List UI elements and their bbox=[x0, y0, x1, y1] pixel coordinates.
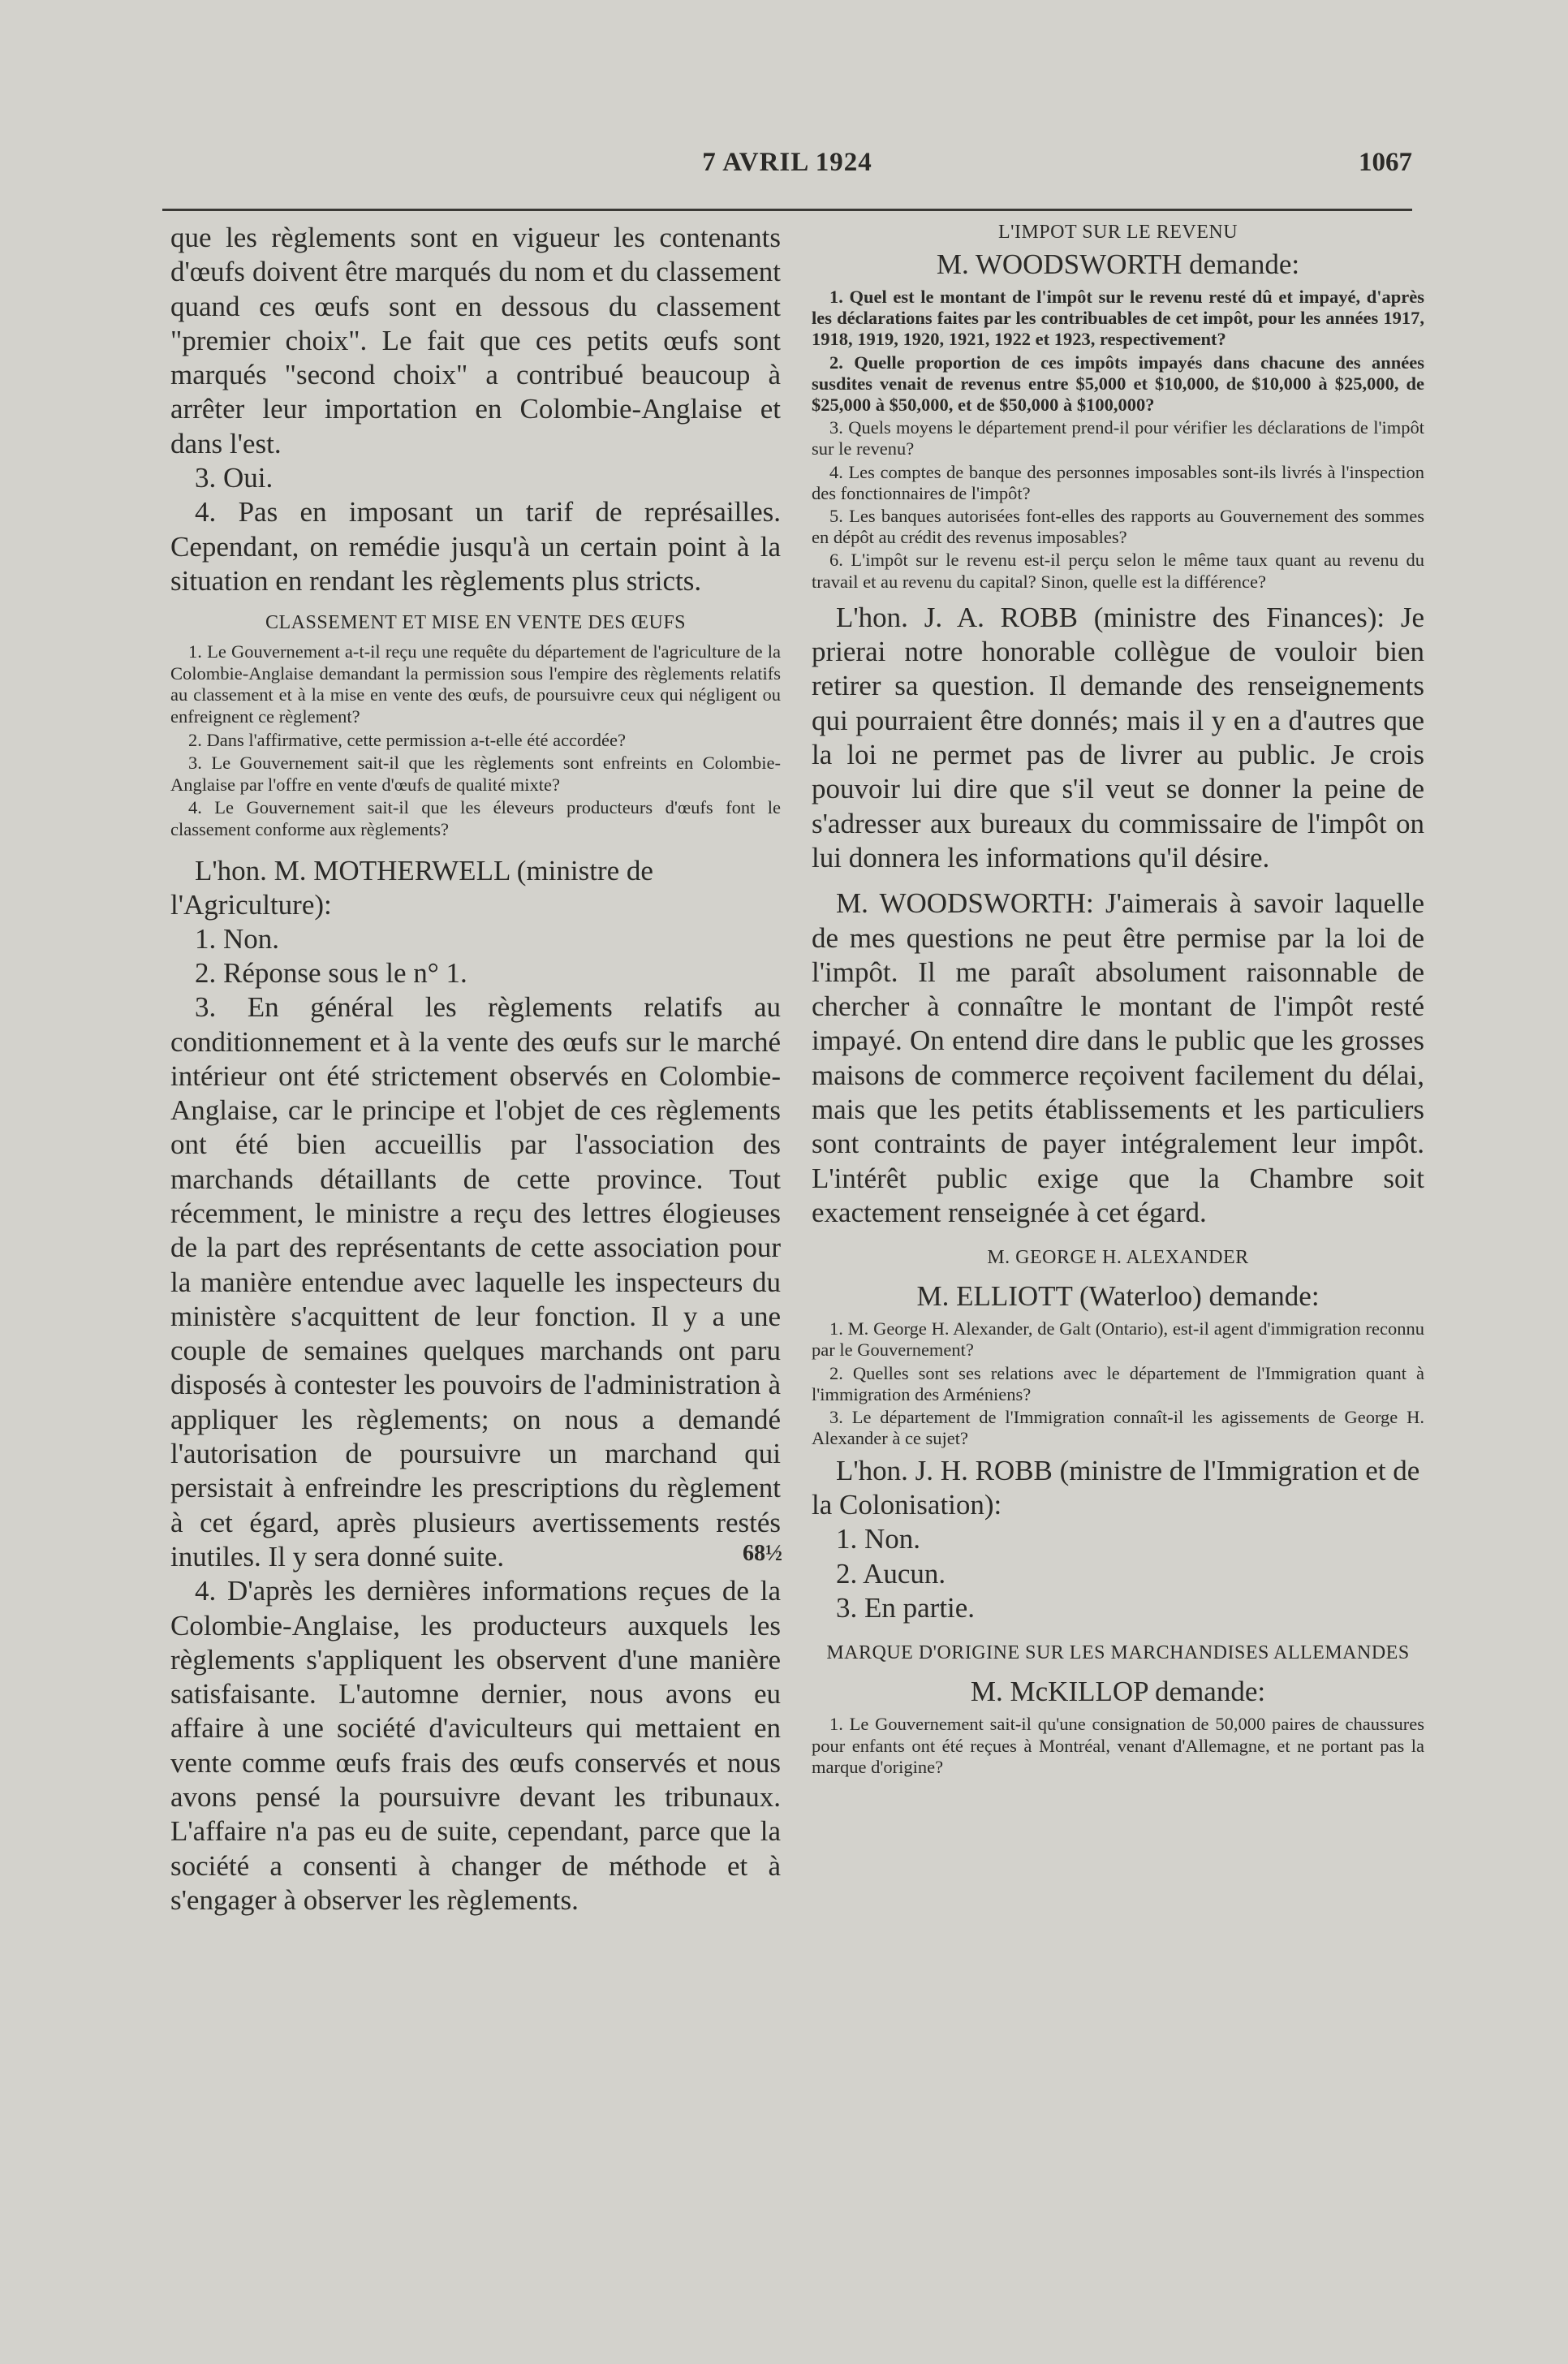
signature-mark: 68½ bbox=[743, 1541, 782, 1566]
answer: 2. Aucun. bbox=[836, 1557, 946, 1590]
right-column bbox=[812, 221, 1424, 1779]
answer: 3. En partie. bbox=[836, 1592, 976, 1624]
question: 1. M. George H. Alexander, de Galt (Ontario), est-il agent d'immigration reconnu par le Gouvernement? bbox=[812, 1318, 1424, 1361]
question: 2. Dans l'affirmative, cette permission a-t-elle été accordée? bbox=[188, 729, 627, 750]
question: 2. Quelle proportion de ces impôts impayés dans chacune des années susdites venait de revenus entre $5,000 et $10,000, de $10,000 à $25,000, de $25,000 à $50,000, et de $50,000 à $100,000? bbox=[812, 352, 1424, 416]
answer: 2. Réponse sous le n° 1. bbox=[195, 956, 467, 989]
asker-line: M. WOODSWORTH demande: bbox=[936, 248, 1300, 280]
question: 4. Les comptes de banque des personnes imposables sont-ils livrés à l'inspection des fonctionnaires de l'impôt? bbox=[812, 461, 1424, 503]
answer: 1. Non. bbox=[195, 922, 280, 955]
answer: 4. D'après les dernières informations reçues de la Colombie-Anglaise, les producteurs auxquels les règlements s'appliquent les observent d'une manière satisfaisante. L'automne dernier, nous avons eu affaire à une société d'aviculteurs qui mettaient en vente comme œufs frais des œufs conservés et nous avons pensé la poursuivre devant les tribunaux. L'affaire n'a pas eu de suite, cependant, parce que la société a consenti à changer de méthode et à s'engager à observer les règlements. bbox=[170, 1575, 781, 1916]
header-rule bbox=[162, 209, 1412, 211]
answer: M. WOODSWORTH: J'aimerais à savoir laquelle de mes questions ne peut être permise par la loi de l'impôt. Il me paraît absolument raisonnable de chercher à connaître le montant de l'impôt resté impayé. On entend dire dans le public que les grosses maisons de commerce reçoivent facilement du délai, mais que les petits établissements et les particuliers sont contraints de payer intégralement leur impôt. L'intérêt public exige que la Chambre soit exactement renseignée à cet égard. bbox=[812, 887, 1424, 1228]
question: 4. Le Gouvernement sait-il que les éleveurs producteurs d'œufs font le classement conforme aux règlements? bbox=[170, 797, 781, 840]
section-heading: L'IMPOT SUR LE REVENU bbox=[997, 222, 1238, 243]
section-heading: M. GEORGE H. ALEXANDER bbox=[987, 1247, 1249, 1269]
question: 5. Les banques autorisées font-elles des rapports au Gouvernement des sommes en dépôt au crédit des revenus imposables? bbox=[812, 506, 1424, 548]
answer: 1. Non. bbox=[836, 1523, 921, 1555]
question: 3. Le département de l'Immigration connaît-il les agissements de George H. Alexander à ce sujet? bbox=[812, 1407, 1424, 1449]
paragraph: que les règlements sont en vigueur les contenants d'œufs doivent être marqués du nom et du classement quand ces œufs sont en dessous du classement "premier choix". Le fait que ces petits œufs sont marqués "second choix" a contribué beaucoup à arrêter leur importation en Colombie-Anglaise et dans l'est. bbox=[170, 222, 781, 459]
page-number: 1067 bbox=[1359, 148, 1412, 177]
speaker-line: L'hon. J. H. ROBB (ministre de l'Immigration et de la Colonisation): bbox=[812, 1455, 1420, 1521]
question: 3. Quels moyens le département prend-il pour vérifier les déclarations de l'impôt sur le revenu? bbox=[812, 417, 1424, 459]
answer: 3. En général les règlements relatifs au conditionnement et à la vente des œufs sur le marché intérieur ont été strictement observés en Colombie-Anglaise, car le principe et l'objet de ces règlements ont été bien accueillis par l'association des marchands détaillants de cette province. Tout récemment, le ministre a reçu des lettres élogieuses de la part des représentants de cette association pour la manière entendue avec laquelle les inspecteurs du ministère s'acquittent de leur fonction. Il y a une couple de semaines quelques marchands ont paru disposés à contester les pouvoirs de l'administration à appliquer les règlements; on nous a demandé l'autorisation de poursuivre un marchand qui persistait à enfreindre les prescriptions du règlement à cet égard, après plusieurs avertissements restés inutiles. Il y sera donné suite. bbox=[170, 991, 781, 1572]
section-heading: MARQUE D'ORIGINE SUR LES MARCHANDISES ALLEMANDES bbox=[826, 1642, 1410, 1664]
answer: 3. Oui. bbox=[195, 462, 274, 494]
question: 3. Le Gouvernement sait-il que les règlements sont enfreints en Colombie-Anglaise par l'offre en vente d'œufs de qualité mixte? bbox=[170, 753, 781, 795]
question: 2. Quelles sont ses relations avec le département de l'Immigration quant à l'immigration des Arméniens? bbox=[812, 1362, 1424, 1404]
answer: L'hon. J. A. ROBB (ministre des Finances): Je prierai notre honorable collègue de vouloir bien retirer sa question. Il demande des renseignements qui pourraient être donnés; mais il y en a d'autres que la loi ne permet pas de livrer au public. Je crois pouvoir lui dire que s'il veut se donner la peine de s'adresser aux bureaux du commissaire de l'impôt on lui donnera les informations qu'il désire. bbox=[812, 601, 1424, 874]
asker-line: M. McKILLOP demande: bbox=[970, 1676, 1266, 1708]
question: 1. Quel est le montant de l'impôt sur le revenu resté dû et impayé, d'après les déclarations faites par les contribuables de cet impôt, pour les années 1917, 1918, 1919, 1920, 1921, 1922 et 1923, respectivement? bbox=[812, 287, 1424, 350]
answer: 4. Pas en imposant un tarif de représailles. Cependant, on remédie jusqu'à un certain point à la situation en rendant les règlements plus stricts. bbox=[170, 496, 781, 597]
question: 1. Le Gouvernement a-t-il reçu une requête du département de l'agriculture de la Colombie-Anglaise demandant la permission sous l'empire des règlements relatifs au classement et à la mise en vente des œufs, de poursuivre ceux qui négligent ou enfreignent ce règlement? bbox=[170, 641, 781, 727]
asker-line: M. ELLIOTT (Waterloo) demande: bbox=[916, 1280, 1320, 1313]
section-heading: CLASSEMENT ET MISE EN VENTE DES ŒUFS bbox=[265, 612, 687, 634]
page-header bbox=[162, 148, 1412, 188]
question: 6. L'impôt sur le revenu est-il perçu selon le même taux quant au revenu du travail et au revenu du capital? Sinon, quelle est la différence? bbox=[812, 550, 1424, 592]
left-column bbox=[170, 221, 781, 1918]
speaker-line: L'hon. M. MOTHERWELL (ministre de l'Agriculture): bbox=[170, 854, 653, 921]
header-date: 7 AVRIL 1924 bbox=[702, 148, 872, 177]
question: 1. Le Gouvernement sait-il qu'une consignation de 50,000 paires de chaussures pour enfants ont été reçues à Montréal, venant d'Allemagne, et ne portant pas la marque d'origine? bbox=[812, 1714, 1424, 1777]
